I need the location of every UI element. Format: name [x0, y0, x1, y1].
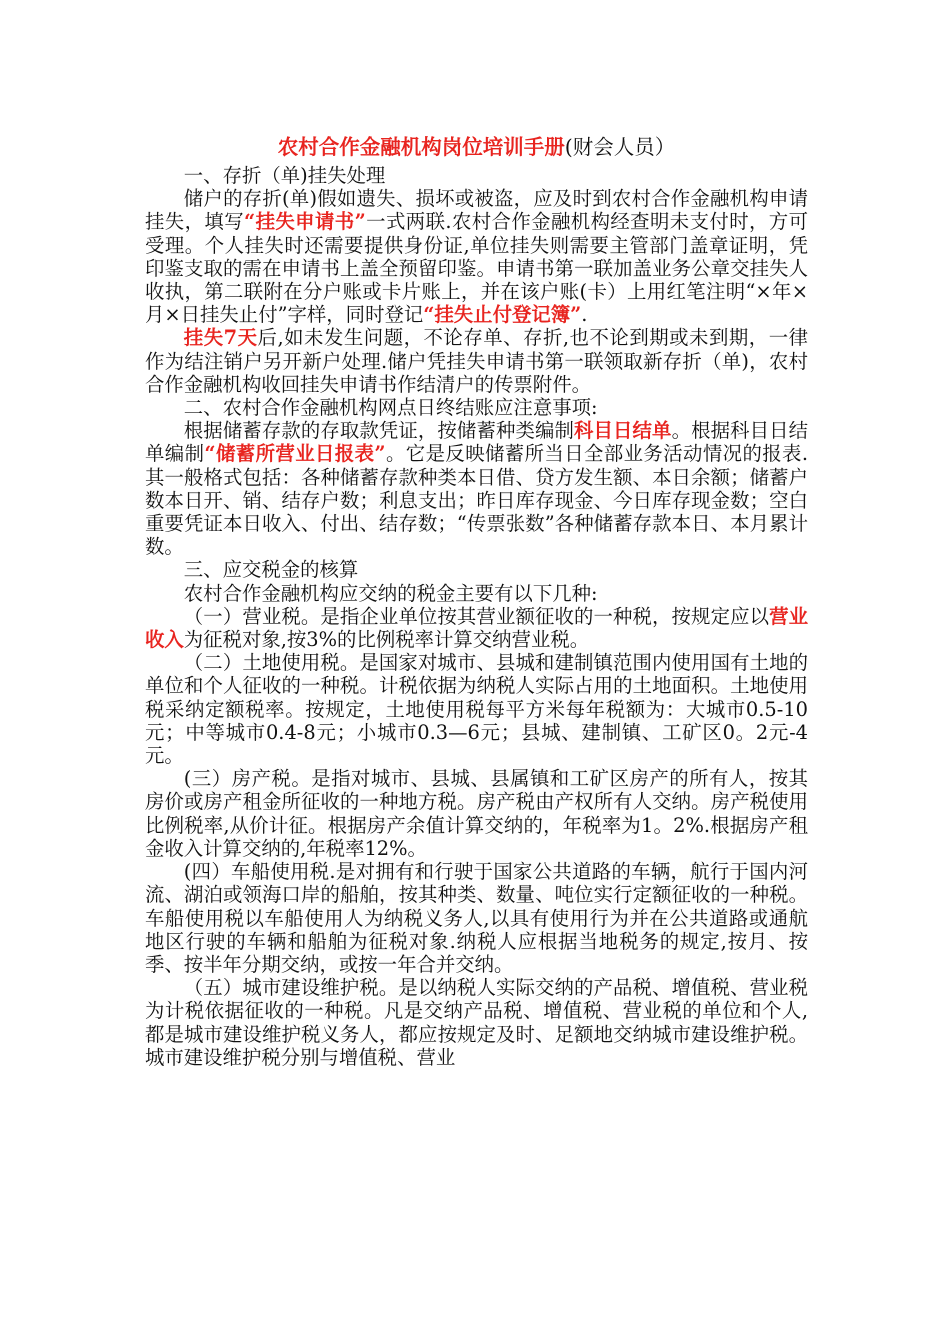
- tax-item-2: （二）土地使用税。是国家对城市、县城和建制镇范围内使用国有土地的单位和个人征收的一种税。计税依据为纳税人实际占用的土地面积。土地使用税采纳定额税率。按规定，土地使用税每平方米每年税额为：大城市0.5-10元；中等城市0.4-8元；小城市0.3—6元；县城、建制镇、工矿区0。2元-4元。: [145, 651, 808, 768]
- text-run: 。根据科目日结单编制: [145, 419, 809, 466]
- section-1-heading: 一、存折（单)挂失处理: [183, 164, 386, 187]
- section-3-intro: 农村合作金融机构应交纳的税金主要有以下几种:: [183, 581, 598, 605]
- section-2-paragraph-1: [145, 419, 808, 558]
- text-run: 。它是反映储蓄所当日全部业务活动情况的报表.其一般格式包括：各种储蓄存款种类本日借、贷方发生额、本日余额；储蓄户数本日开、销、结存户数；利息支出；昨日库存现金、今日库存现金数；空白重要凭证本日收入、付出、结存数；“传票张数”各种储蓄存款本日、本月累计数。: [145, 442, 809, 559]
- text-run: （一）营业税。是指企业单位按其营业额征收的一种税，按规定应以: [183, 604, 770, 628]
- tax-item-3: (三）房产税。是指对城市、县城、县属镇和工矿区房产的所有人，按其房价或房产租金所征收的一种地方税。房产税由产权所有人交纳。房产税使用比例税率,从价计征。根据房产余值计算交纳的，年税率为1。2%.根据房产租金收入计算交纳的,年税率12%。: [145, 767, 808, 860]
- highlight-text: “储蓄所营业日报表”: [204, 442, 386, 466]
- text-run: 根据储蓄存款的存取款凭证，按储蓄种类编制: [183, 419, 574, 443]
- text-run: 后,如未发生问题，不论存单、存折,也不论到期或未到期，一律作为结注销户另开新户处理.储户凭挂失申请书第一联领取新存折（单)，农村合作金融机构收回挂失申请书作结清户的传票附件。: [145, 326, 808, 396]
- highlight-text: “挂失申请书”: [244, 210, 366, 234]
- tax-item-4: (四）车船使用税.是对拥有和行驶于国家公共道路的车辆，航行于国内河流、湖泊或领海口岸的船舶，按其种类、数量、吨位实行定额征收的一种税。车船使用税以车船使用人为纳税义务人,以具有使用行为并在公共道路或通航地区行驶的车辆和船舶为征税对象.纳税人应根据当地税务的规定,按月、按季、按半年分期交纳，或按一年合并交纳。: [145, 860, 808, 976]
- text-run: 一式两联.农村合作金融机构经查明未支付时，方可受理。个人挂失时还需要提供身份证,单位挂失则需要主管部门盖章证明，凭印鉴支取的需在申请书上盖全预留印鉴。申请书第一联加盖业务公章交挂失人收执，第二联附在分户账或卡片账上，并在该户账(卡）上用红笔注明“×年×月×日挂失止付”字样，同时登记: [145, 210, 808, 327]
- tax-item-1: [145, 605, 808, 651]
- title-main: 农村合作金融机构岗位培训手册: [277, 135, 565, 159]
- title-subtitle: (财会人员）: [564, 135, 676, 159]
- document-title: [145, 132, 808, 162]
- section-1-paragraph-2: [145, 326, 808, 396]
- highlight-text: 营业收入: [145, 604, 809, 652]
- text-run: 为征税对象,按3%的比例税率计算交纳营业税。: [183, 628, 590, 652]
- section-3-heading: 三、应交税金的核算: [183, 558, 359, 582]
- text-run: .: [581, 303, 588, 327]
- section-1-paragraph-1: [145, 187, 808, 326]
- section-2-heading: 二、农村合作金融机构网点日终结账应注意事项:: [183, 396, 598, 420]
- highlight-text: “挂失止付登记簿”: [423, 303, 582, 327]
- highlight-text: 科目日结单: [574, 419, 672, 443]
- tax-item-5: （五）城市建设维护税。是以纳税人实际交纳的产品税、增值税、营业税为计税依据征收的一种税。凡是交纳产品税、增值税、营业税的单位和个人,都是城市建设维护税义务人，都应按规定及时、足额地交纳城市建设维护税。城市建设维护税分别与增值税、营业: [145, 976, 808, 1069]
- document-body: [145, 164, 808, 1069]
- text-run: 储户的存折(单)假如遗失、损坏或被盗，应及时到农村合作金融机构申请挂失，填写: [145, 187, 808, 234]
- highlight-text: 挂失7天: [183, 326, 258, 350]
